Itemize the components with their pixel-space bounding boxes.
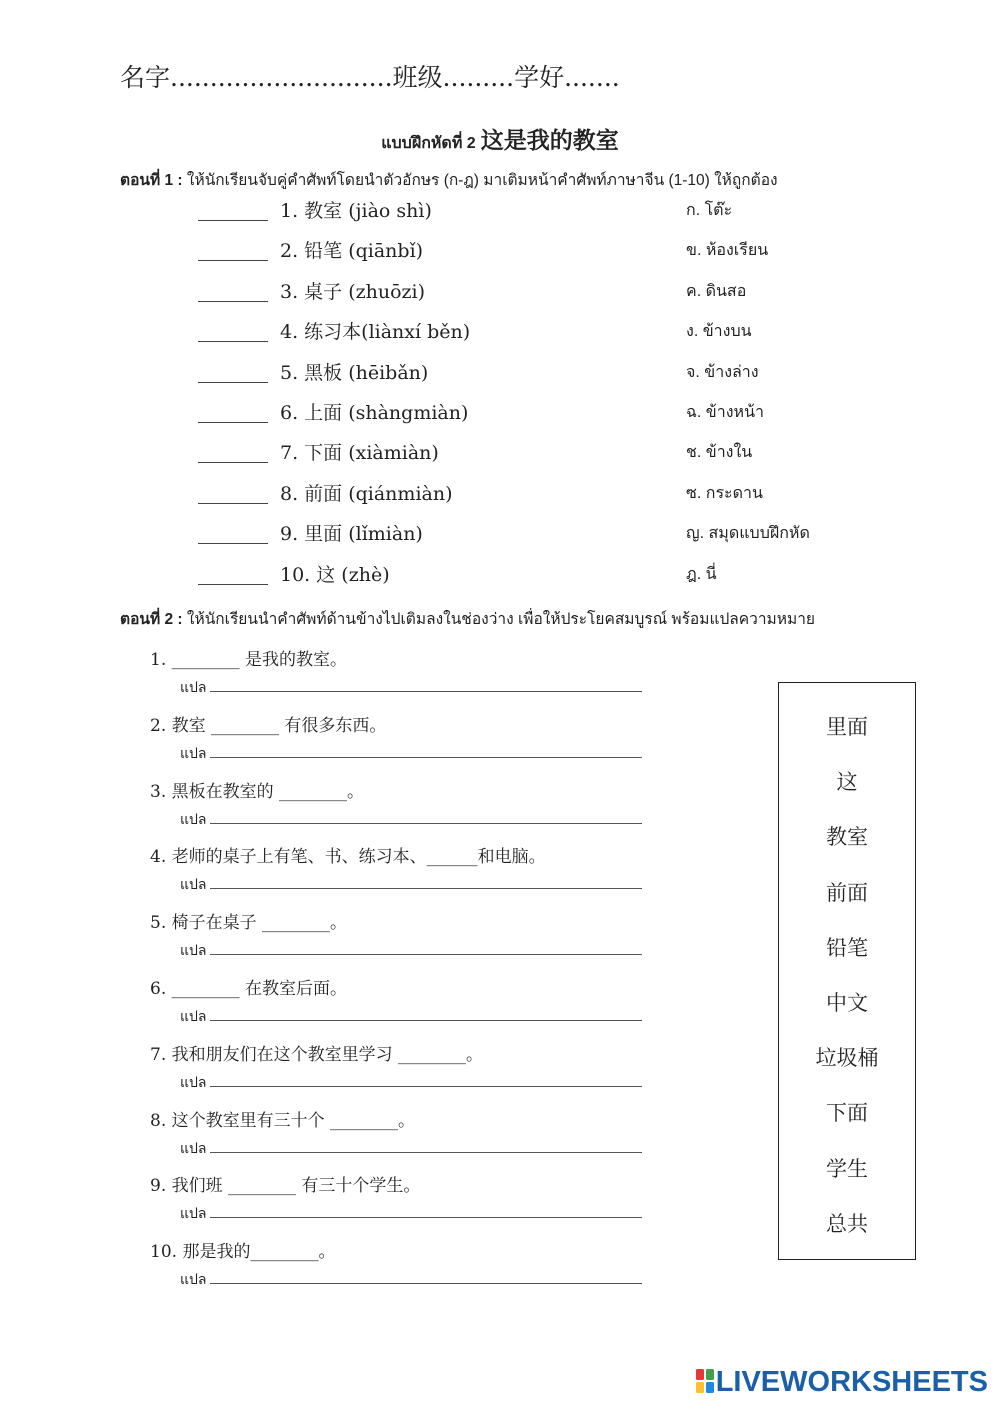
sentence-text: 8. 这个教室里有三十个 ________。 <box>150 1110 416 1131</box>
name-label: 名字 <box>120 63 171 92</box>
translation-answer-line[interactable] <box>210 954 642 955</box>
matching-row <box>198 317 898 347</box>
translation-answer-line[interactable] <box>210 823 642 824</box>
student-number-label: 学好 <box>514 63 565 92</box>
word-bank <box>778 682 916 1260</box>
thai-meaning: ค. ดินสอ <box>686 282 747 300</box>
answer-blank[interactable] <box>198 438 268 463</box>
chinese-term: 6. 上面 (shàngmiàn) <box>280 402 469 424</box>
chinese-term: 3. 桌子 (zhuōzi) <box>280 280 426 303</box>
sentence-text: 2. 教室 ________ 有很多东西。 <box>150 715 387 736</box>
class-field[interactable]: ......... <box>442 63 515 92</box>
sentence-text: 7. 我和朋友们在这个教室里学习 ________。 <box>150 1044 484 1065</box>
part2-instruction-text: ให้นักเรียนนำคำศัพท์ด้านข้างไปเติมลงในช่องว่าง เพื่อให้ประโยคสมบูรณ์ พร้อมแปลความหมาย <box>186 611 815 628</box>
matching-row <box>198 358 898 388</box>
answer-blank[interactable] <box>198 277 268 302</box>
title-main: 这是我的教室 <box>480 127 619 154</box>
translate-label: แปล <box>180 810 207 827</box>
liveworksheets-logo-icon <box>696 1369 714 1393</box>
word-bank-item: 里面 <box>826 715 868 739</box>
thai-meaning: ซ. กระดาน <box>686 484 763 502</box>
word-bank-item: 中文 <box>826 991 868 1015</box>
translation-answer-line[interactable] <box>210 1152 642 1153</box>
part1-instruction-text: ให้นักเรียนจับคู่คำศัพท์โดยนำตัวอักษร (ก-ฎ) มาเติมหน้าคำศัพท์ภาษาจีน (1-10) ให้ถูกต้อง <box>186 172 778 189</box>
part2-label: ตอนที่ 2 : <box>120 611 183 628</box>
answer-blank[interactable] <box>198 560 268 585</box>
translate-label: แปล <box>180 876 207 893</box>
sentence-text: 5. 椅子在桌子 ________。 <box>150 913 348 934</box>
chinese-term: 5. 黑板 (hēibǎn) <box>280 361 429 384</box>
part2-instruction <box>120 606 980 631</box>
part1-instruction <box>120 167 980 192</box>
translation-answer-line[interactable] <box>210 1086 642 1087</box>
thai-meaning: ข. ห้องเรียน <box>686 242 769 260</box>
chinese-term: 10. 这 (zhè) <box>280 563 390 586</box>
thai-meaning: ฉ. ข้างหน้า <box>686 404 764 421</box>
thai-meaning: ช. ข้างใน <box>686 444 753 462</box>
chinese-term: 9. 里面 (lǐmiàn) <box>280 523 423 546</box>
sentence-text: 4. 老师的桌子上有笔、书、练习本、______和电脑。 <box>150 847 546 868</box>
translation-answer-line[interactable] <box>210 1020 642 1021</box>
chinese-term: 7. 下面 (xiàmiàn) <box>280 442 439 465</box>
matching-row <box>198 479 898 509</box>
word-bank-item: 学生 <box>826 1156 868 1181</box>
translation-answer-line[interactable] <box>210 1217 642 1218</box>
chinese-term: 8. 前面 (qiánmiàn) <box>280 482 453 505</box>
class-label: 班级 <box>392 63 443 92</box>
student-number-field[interactable]: ....... <box>564 63 620 92</box>
sentence-text: 6. ________ 在教室后面。 <box>150 979 348 999</box>
matching-row <box>198 196 898 226</box>
translate-label: แปล <box>180 942 207 959</box>
thai-meaning: ง. ข้างบน <box>686 323 752 341</box>
translate-label: แปล <box>180 1008 207 1024</box>
word-bank-item: 教室 <box>826 825 868 850</box>
thai-meaning: จ. ข้างล่าง <box>686 363 759 381</box>
translate-label: แปล <box>180 1073 207 1090</box>
thai-meaning: ฎ. นี่ <box>686 565 717 583</box>
sentence-text: 10. 那是我的________。 <box>150 1242 336 1263</box>
translation-answer-line[interactable] <box>210 1283 642 1284</box>
translation-answer-line[interactable] <box>210 757 642 758</box>
chinese-term: 2. 铅笔 (qiānbǐ) <box>280 240 424 263</box>
matching-row <box>198 560 898 590</box>
student-info-header <box>120 58 920 94</box>
translate-label: แปล <box>180 1139 207 1156</box>
answer-blank[interactable] <box>198 519 268 544</box>
word-bank-item: 这 <box>836 770 858 795</box>
answer-blank[interactable] <box>198 479 268 504</box>
name-field[interactable]: ............................ <box>170 63 393 92</box>
answer-blank[interactable] <box>198 317 268 342</box>
word-bank-item: 前面 <box>826 880 868 905</box>
worksheet-title <box>0 122 1000 156</box>
title-prefix: แบบฝึกหัดที่ 2 <box>381 135 476 152</box>
translation-answer-line[interactable] <box>210 691 642 692</box>
answer-blank[interactable] <box>198 236 268 261</box>
translation-answer-line[interactable] <box>210 888 642 889</box>
chinese-term: 4. 练习本(liànxí běn) <box>280 321 471 344</box>
matching-row <box>198 398 898 428</box>
answer-blank[interactable] <box>198 196 268 221</box>
chinese-term: 1. 教室 (jiào shì) <box>280 200 432 222</box>
sentence-text: 1. ________ 是我的教室。 <box>150 650 348 670</box>
matching-row <box>198 277 898 307</box>
translate-label: แปล <box>180 1271 207 1288</box>
word-bank-item: 垃圾桶 <box>815 1046 879 1071</box>
part1-label: ตอนที่ 1 : <box>120 172 183 189</box>
sentence-text: 9. 我们班 ________ 有三十个学生。 <box>150 1176 421 1197</box>
answer-blank[interactable] <box>198 398 268 423</box>
thai-meaning: ญ. สมุดแบบฝึกหัด <box>686 525 810 543</box>
word-bank-item: 铅笔 <box>826 935 868 960</box>
logo-text: LIVEWORKSHEETS <box>715 1366 988 1398</box>
translate-label: แปล <box>180 679 207 695</box>
answer-blank[interactable] <box>198 358 268 383</box>
word-bank-item: 总共 <box>826 1211 868 1236</box>
liveworksheets-logo <box>696 1366 988 1396</box>
matching-row <box>198 236 898 266</box>
matching-row <box>198 438 898 468</box>
translate-label: แปล <box>180 1205 207 1222</box>
word-bank-item: 下面 <box>826 1101 868 1126</box>
sentence-text: 3. 黑板在教室的 ________。 <box>150 781 365 802</box>
matching-row <box>198 519 898 549</box>
translate-label: แปล <box>180 744 207 761</box>
thai-meaning: ก. โต๊ะ <box>686 202 733 219</box>
